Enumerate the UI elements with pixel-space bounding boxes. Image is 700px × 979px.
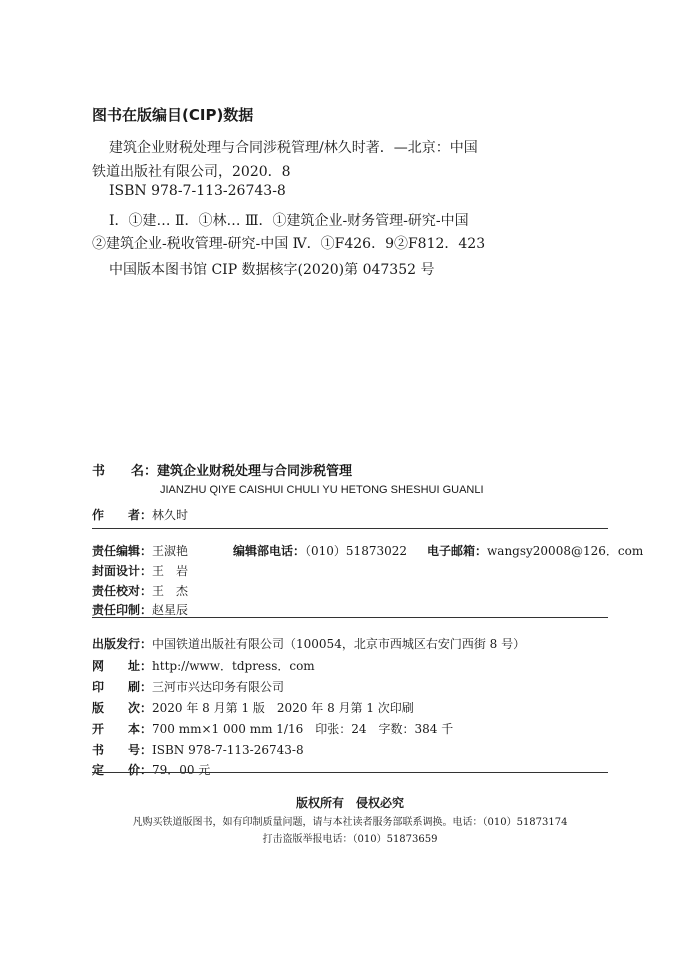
cover-value: 王 岩 xyxy=(152,564,189,578)
printer-value: 三河市兴达印务有限公司 xyxy=(152,680,285,694)
piracy-report: 打击盗版举报电话：（010）51873659 xyxy=(262,834,438,845)
price-row xyxy=(92,759,210,778)
edition-label: 版 次： xyxy=(92,701,153,715)
email-value: wangsy20008@126．com xyxy=(487,544,644,558)
book-title-row xyxy=(92,460,352,479)
cip-title: 图书在版编目(CIP)数据 xyxy=(92,106,254,124)
copyright-notice: 版权所有 侵权必究 xyxy=(295,796,404,810)
publisher-row xyxy=(92,633,525,652)
divider-2 xyxy=(92,617,608,618)
cip-number: 中国版本图书馆 CIP 数据核字(2020)第 047352 号 xyxy=(109,262,435,278)
editor-label: 责任编辑： xyxy=(92,544,153,558)
website-row xyxy=(92,655,315,674)
printer-label: 印 刷： xyxy=(92,680,153,694)
book-title-label: 书 名： xyxy=(92,464,158,479)
cip-line-publisher: 铁道出版社有限公司，2020．8 xyxy=(92,164,291,180)
cip-line-isbn: ISBN 978-7-113-26743-8 xyxy=(109,183,286,199)
edition-row xyxy=(92,697,414,716)
print-manager-label: 责任印制： xyxy=(92,603,153,617)
email-row xyxy=(427,540,643,559)
book-title-value: 建筑企业财税处理与合同涉税管理 xyxy=(157,464,353,479)
price-value: 79．00 元 xyxy=(152,763,211,777)
format-label: 开 本： xyxy=(92,722,153,736)
format-row xyxy=(92,718,453,737)
editor-row xyxy=(92,540,188,559)
phone-value: （010）51873022 xyxy=(305,544,407,558)
author-label: 作 者： xyxy=(92,508,153,522)
divider-3 xyxy=(92,772,608,773)
print-manager-row xyxy=(92,599,188,618)
book-pinyin: JIANZHU QIYE CAISHUI CHULI YU HETONG SHESHUI GUANLI xyxy=(160,484,484,496)
phone-label: 编辑部电话： xyxy=(233,544,306,558)
edition-value: 2020 年 8 月第 1 版 2020 年 8 月第 1 次印刷 xyxy=(152,701,414,715)
isbn-label: 书 号： xyxy=(92,743,153,757)
cip-line-title-author: 建筑企业财税处理与合同涉税管理/林久时著．—北京：中国 xyxy=(109,140,478,156)
cip-line-classification-1: Ⅰ．①建… Ⅱ．①林… Ⅲ．①建筑企业-财务管理-研究-中国 xyxy=(109,213,469,229)
quality-notice: 凡购买铁道版图书，如有印制质量问题，请与本社读者服务部联系调换。电话：（010）51873174 xyxy=(132,817,568,828)
isbn-row xyxy=(92,739,304,758)
proof-row xyxy=(92,580,188,599)
cover-label: 封面设计： xyxy=(92,564,153,578)
cip-line-classification-2: ②建筑企业-税收管理-研究-中国 Ⅳ．①F426．9②F812．423 xyxy=(92,236,486,252)
cover-row xyxy=(92,560,188,579)
proof-value: 王 杰 xyxy=(152,584,189,598)
website-value: http://www．tdpress．com xyxy=(152,659,315,673)
divider-1 xyxy=(92,528,608,529)
publisher-label: 出版发行： xyxy=(92,637,153,651)
proof-label: 责任校对： xyxy=(92,584,153,598)
print-manager-value: 赵星辰 xyxy=(152,603,189,617)
isbn-value: ISBN 978-7-113-26743-8 xyxy=(152,743,304,757)
website-label: 网 址： xyxy=(92,659,153,673)
format-value: 700 mm×1 000 mm 1/16 印张：24 字数：384 千 xyxy=(152,722,454,736)
phone-row xyxy=(233,540,407,559)
email-label: 电子邮箱： xyxy=(427,544,488,558)
printer-row xyxy=(92,676,284,695)
publisher-value: 中国铁道出版社有限公司（100054，北京市西城区右安门西街 8 号） xyxy=(152,637,526,651)
editor-value: 王淑艳 xyxy=(152,544,189,558)
author-row xyxy=(92,504,188,523)
price-label: 定 价： xyxy=(92,763,153,777)
author-value: 林久时 xyxy=(152,508,189,522)
